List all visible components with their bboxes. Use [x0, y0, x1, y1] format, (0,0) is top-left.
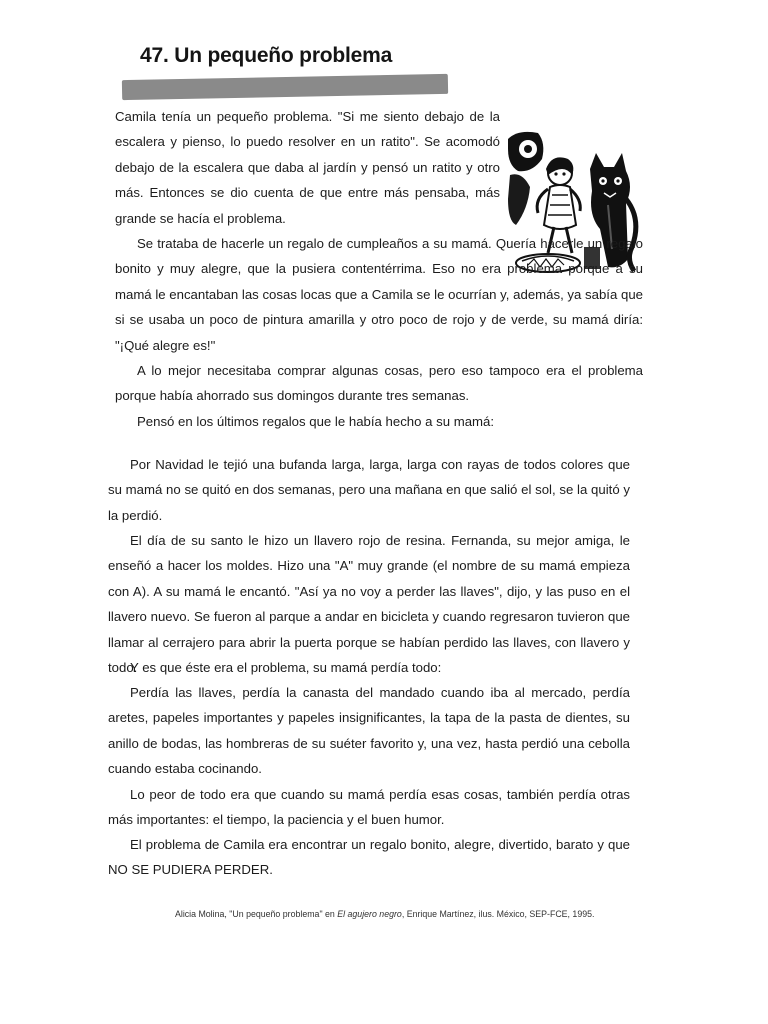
- story-paragraph: El día de su santo le hizo un llavero rojo de resina. Fernanda, su mejor amiga, le enseñó a hacer los moldes. Hizo una "A" muy grande (el nombre de su mamá empieza con A). A su mamá le encantó. "Así ya no voy a perder las llaves", dijo, y las puso en el llavero nuevo. Se fueron al parque a andar en bicicleta y cuando regresaron tuvieron que llamar al cerrajero para abrir la puerta porque se habían perdido las llaves, con llavero y todo.: [108, 533, 630, 676]
- story-paragraph: El problema de Camila era encontrar un regalo bonito, alegre, divertido, barato y que NO SE PUDIERA PERDER.: [108, 837, 630, 878]
- page-title: 47. Un pequeño problema: [140, 44, 393, 67]
- story-paragraph: Y es que éste era el problema, su mamá perdía todo:: [130, 660, 442, 675]
- story-paragraph: Perdía las llaves, perdía la canasta del mandado cuando iba al mercado, perdía aretes, papeles importantes y papeles insignificantes, la tapa de la pasta de dientes, su anillo de bodas, las hombreras de su suéter favorito y, una vez, hasta perdió una cebolla cuando estaba cocinando.: [108, 685, 630, 777]
- book-title: El agujero negro: [337, 909, 402, 919]
- story-paragraph: Pensó en los últimos regalos que le había hecho a su mamá:: [137, 414, 495, 429]
- story-paragraph: Camila tenía un pequeño problema. "Si me siento debajo de la escalera y pienso, lo puedo resolver en un ratito". Se acomodó debajo de la escalera que daba al jardín y pensó un ratito y otro más. Entonces se dio cuenta de que entre más pensaba, más grande se hacía el problema.: [115, 109, 500, 226]
- story-paragraph: A lo mejor necesitaba comprar algunas cosas, pero eso tampoco era el problema porque había ahorrado sus domingos durante tres semanas.: [115, 363, 643, 404]
- story-paragraph: Por Navidad le tejió una bufanda larga, larga, larga con rayas de todos colores que su mamá no se quitó en dos semanas, pero una mañana en que salió el sol, se la quitó y la perdió.: [108, 457, 630, 523]
- story-paragraph: Se trataba de hacerle un regalo de cumpleaños a su mamá. Quería hacerle un regalo bonito y muy alegre, que la pusiera contentérrima. Eso no era problema porque a su mamá le encantaban las cosas locas que a Camila se le ocurrían y, además, ya sabía que si se usaba un poco de pintura amarilla y otro poco de rojo y de verde, su mamá diría: "¡Qué alegre es!": [115, 236, 643, 353]
- title-underline-bar: [122, 74, 448, 100]
- source-citation: Alicia Molina, "Un pequeño problema" en El agujero negro, Enrique Martínez, ilus. México, SEP-FCE, 1995.: [175, 909, 595, 919]
- story-paragraph: Lo peor de todo era que cuando su mamá perdía esas cosas, también perdía otras más importantes: el tiempo, la paciencia y el buen humor.: [108, 787, 630, 828]
